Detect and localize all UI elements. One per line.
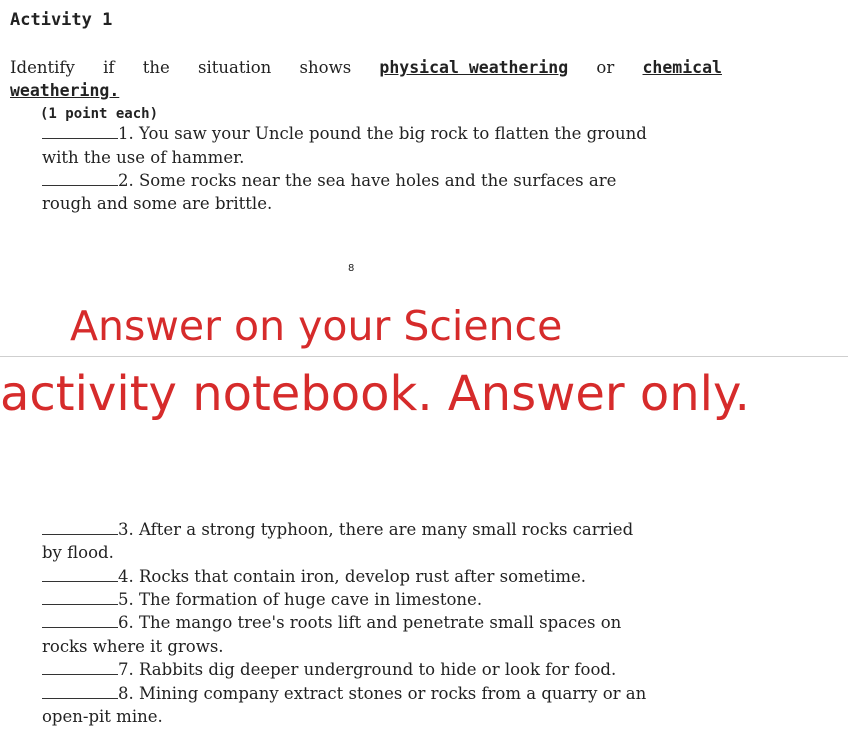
page-number: 8: [348, 263, 355, 274]
item-1-cont: with the use of hammer.: [42, 148, 245, 167]
item-number: 2.: [118, 171, 134, 190]
instruction-word: Identify: [10, 58, 75, 77]
answer-blank: [42, 137, 118, 139]
answer-blank: [42, 533, 118, 535]
answer-blank: [42, 626, 118, 628]
answer-blank: [42, 603, 118, 605]
item-text: Some rocks near the sea have holes and the surfaces are: [139, 171, 617, 190]
item-text: The mango tree's roots lift and penetrate small spaces on: [139, 613, 622, 632]
item-number: 6.: [118, 613, 134, 632]
instruction-word: the: [142, 58, 170, 77]
banner-line-1: Answer on your Science: [70, 302, 563, 350]
item-5: [42, 590, 482, 609]
points-note: (1 point each): [40, 106, 159, 122]
item-3: [42, 520, 633, 539]
item-text: You saw your Uncle pound the big rock to flatten the ground: [139, 124, 647, 143]
item-text: After a strong typhoon, there are many small rocks carried: [139, 520, 634, 539]
term-weathering: weathering.: [10, 81, 120, 100]
item-text: Mining company extract stones or rocks from a quarry or an: [139, 684, 647, 703]
item-8-cont: open-pit mine.: [42, 707, 163, 726]
item-text: Rabbits dig deeper underground to hide or look for food.: [139, 660, 617, 679]
item-2: [42, 171, 616, 190]
item-number: 3.: [118, 520, 134, 539]
item-6-cont: rocks where it grows.: [42, 637, 224, 656]
item-8: [42, 684, 646, 703]
term-physical-weathering: physical weathering: [379, 58, 569, 77]
item-3-cont: by flood.: [42, 543, 114, 562]
answer-blank: [42, 580, 118, 582]
answer-blank: [42, 697, 118, 699]
item-number: 1.: [118, 124, 134, 143]
item-6: [42, 613, 621, 632]
item-number: 7.: [118, 660, 134, 679]
item-text: The formation of huge cave in limestone.: [139, 590, 483, 609]
item-text: Rocks that contain iron, develop rust after sometime.: [139, 567, 587, 586]
item-7: [42, 660, 616, 679]
item-number: 4.: [118, 567, 134, 586]
item-number: 8.: [118, 684, 134, 703]
term-chemical: chemical: [642, 58, 722, 77]
item-2-cont: rough and some are brittle.: [42, 194, 273, 213]
item-4: [42, 567, 586, 586]
activity-heading: Activity 1: [10, 10, 113, 30]
answer-blank: [42, 673, 118, 675]
instruction-word: situation: [197, 58, 272, 77]
item-1: [42, 124, 647, 143]
divider: [0, 356, 848, 357]
answer-blank: [42, 184, 118, 186]
item-number: 5.: [118, 590, 134, 609]
instruction-word: shows: [299, 58, 352, 77]
instruction-word: if: [103, 58, 115, 77]
instruction-line: [10, 58, 722, 77]
instruction-or: or: [596, 58, 615, 77]
banner-line-2: activity notebook. Answer only.: [0, 366, 750, 422]
